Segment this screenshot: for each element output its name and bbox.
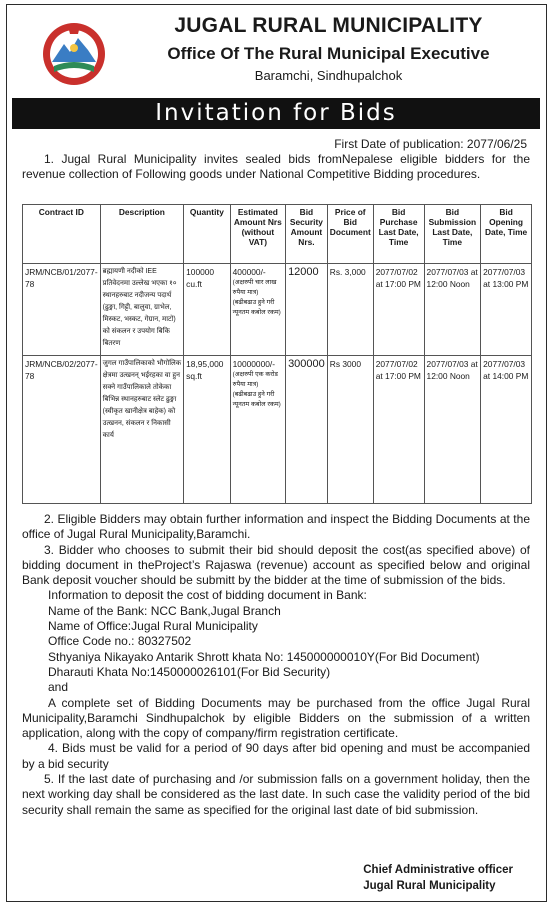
invitation-banner: Invitation for Bids [12, 98, 540, 129]
office-location: Baramchi, Sindhupalchok [254, 68, 403, 83]
and-text: and [48, 680, 69, 695]
col-quantity: Quantity [184, 205, 231, 264]
publication-date: First Date of publication: 2077/06/25 [334, 137, 527, 151]
bank-info [22, 588, 530, 695]
signatory-org: Jugal Rural Municipality [363, 880, 496, 892]
signature-block [363, 862, 513, 894]
col-bid-security: Bid Security Amount Nrs. [286, 205, 328, 264]
cell-quantity: 100000 cu.ft [184, 264, 231, 356]
letterhead [0, 0, 553, 94]
cell-description: जुगल गाउँपालिकाको भौगोलिक क्षेत्रमा उत्खनन् भईरहका वा हुन सक्ने गाउँपालिकाले तोकेका बिभिन्न स्थानहरुबाट स्लेट ढुङ्गा (स्वीकृत खानीक्षेत्र बाहेक) को उत्खनन, संकलन र निकासी कार्य [100, 356, 184, 504]
cell-contract-id: JRM/NCB/02/2077-78 [23, 356, 101, 504]
amount-note: (अक्षरुपी एक करोड रुपैया मात्र) (बढीबढाउ हुने गरी न्यूनतम कबोल रकम) [232, 371, 281, 408]
cell-description: ब्रह्मायणी नदीको IEE प्रतिवेदनमा उल्लेख भएका १० स्थानहरुबाट नदीजन्य पदार्थ (ढुङ्गा, गिट्टी, बालुवा, ग्राभेल, मिस्कट, भस्कट, गेग्रान, माटो) को संकलन र उपयोग बिकि बितरण [100, 264, 184, 356]
office-code: Office Code no.: 80327502 [48, 634, 192, 649]
office-title: Office Of The Rural Municipal Executive [167, 44, 490, 63]
org-title: JUGAL RURAL MUNICIPALITY [174, 14, 483, 37]
table-row [23, 264, 532, 356]
cell-submission: 2077/07/03 at 12:00 Noon [424, 264, 481, 356]
cell-price: Rs 3000 [327, 356, 373, 504]
col-price-of-bid-doc: Price of Bid Document [327, 205, 373, 264]
nepal-emblem-icon [40, 20, 108, 88]
table-header-row [23, 205, 532, 264]
office-name: Name of Office:Jugal Rural Municipality [48, 619, 258, 634]
cell-price: Rs. 3,000 [327, 264, 373, 356]
amount-value: 400000/- [232, 267, 266, 277]
cell-quantity: 18,95,000 sq.ft [184, 356, 231, 504]
khata-bid-security: Dharauti Khata No:1450000026101(For Bid Security) [48, 664, 331, 679]
bank-intro: Information to deposit the cost of bidding document in Bank: [48, 588, 367, 603]
col-estimated-amount: Estimated Amount Nrs (without VAT) [230, 205, 285, 264]
amount-note: (अक्षरुपी चार लाख रुपैया मात्र) (बढीबढाउ हुने गरी न्यूनतम कबोल रकम) [232, 279, 281, 316]
paragraph-4: 4. Bids must be valid for a period of 90 days after bid opening and must be accompanied by a bid security [22, 741, 530, 771]
complete-set-text: A complete set of Bidding Documents may be purchased from the office Jugal Rural Municipality,Baramchi Sindhupalchok by eligible Bidders on the submission of a written application, along with the copy of company/firm registration certificate. [22, 695, 530, 741]
cell-amount [230, 356, 285, 504]
paragraph-1: 1. Jugal Rural Municipality invites sealed bids fromNepalese eligible bidders for the revenue collection of Following goods under National Competitive Bidding procedures. [22, 152, 530, 182]
col-bid-purchase: Bid Purchase Last Date, Time [373, 205, 424, 264]
cell-submission: 2077/07/03 at 12:00 Noon [424, 356, 481, 504]
paragraph-2: 2. Eligible Bidders may obtain further information and inspect the Bidding Documents at the office of Jugal Rural Municipality,Baramchi. [22, 512, 530, 542]
bids-table [22, 204, 532, 504]
cell-amount [230, 264, 285, 356]
paragraph-3: 3. Bidder who chooses to submit their bid should deposit the cost(as specified above) of bidding document in theProject’s Rajaswa (revenue) account as specified below and original Bank deposit voucher should be submitt by the bidder at the time of submission of the bids. [22, 542, 530, 588]
col-description: Description [100, 205, 184, 264]
bank-name: Name of the Bank: NCC Bank,Jugal Branch [48, 603, 281, 618]
col-bid-submission: Bid Submission Last Date, Time [424, 205, 481, 264]
cell-opening: 2077/07/03 at 13:00 PM [481, 264, 532, 356]
cell-purchase: 2077/07/02 at 17:00 PM [373, 264, 424, 356]
cell-contract-id: JRM/NCB/01/2077-78 [23, 264, 101, 356]
col-contract-id: Contract ID [23, 205, 101, 264]
body-text [22, 512, 530, 818]
cell-opening: 2077/07/03 at 14:00 PM [481, 356, 532, 504]
paragraph-5: 5. If the last date of purchasing and /or submission falls on a government holiday, then the next working day shall be considered as the last date. In such case the validity period of the bid security shall remain the same as specified for the original last date of bid submission. [22, 772, 530, 817]
signatory-title: Chief Administrative officer [363, 864, 513, 876]
cell-purchase: 2077/07/02 at 17:00 PM [373, 356, 424, 504]
table-row [23, 356, 532, 504]
khata-bid-document: Sthyaniya Nikayako Antarik Shrott khata No: 145000000010Y(For Bid Document) [48, 649, 480, 664]
col-bid-opening: Bid Opening Date, Time [481, 205, 532, 264]
cell-security: 12000 [286, 264, 328, 356]
cell-security: 300000 [286, 356, 328, 504]
amount-value: 10000000/- [232, 359, 276, 369]
